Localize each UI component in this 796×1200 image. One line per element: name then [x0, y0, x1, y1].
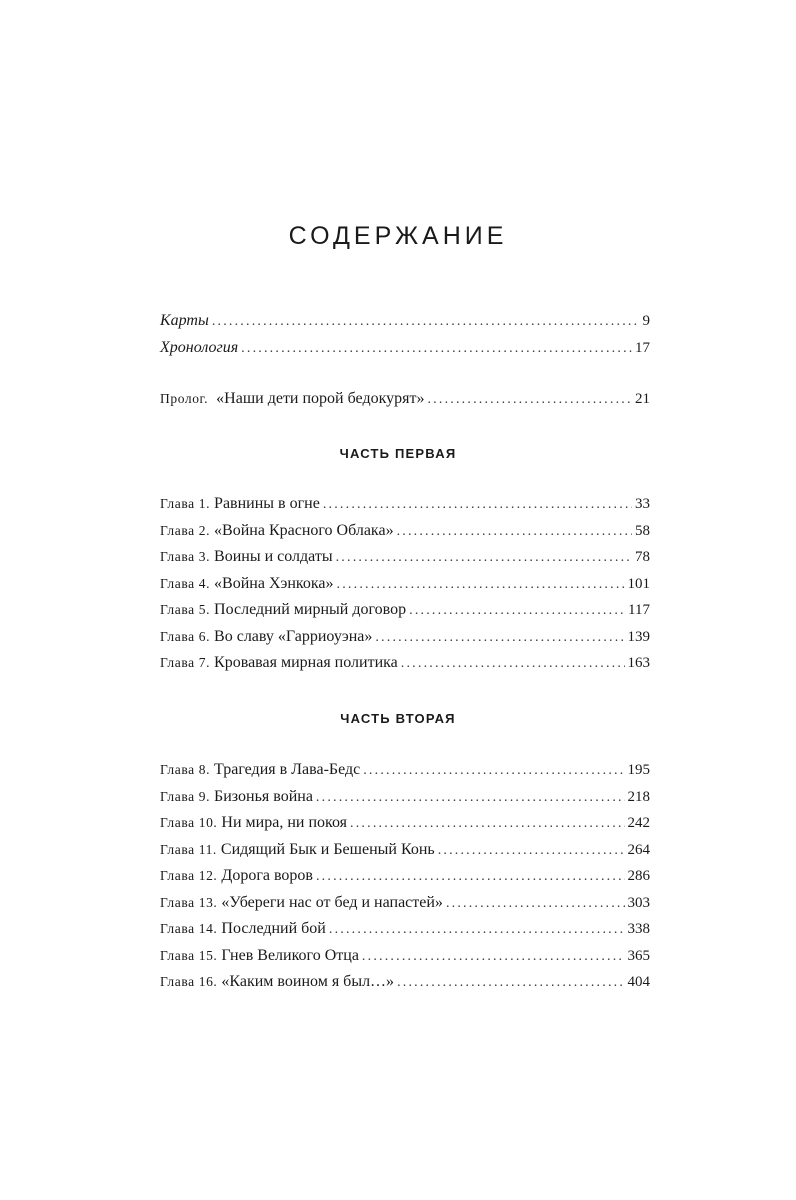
toc-page-number: 163 [627, 655, 650, 671]
toc-page-number: 365 [627, 947, 650, 964]
toc-entry-label [160, 575, 334, 593]
chapter-title: Кровавая мирная политика [214, 654, 398, 671]
chapter-number: 12. [198, 868, 218, 883]
toc-entry-chapter-15[interactable] [160, 947, 650, 974]
toc-entry-chronology[interactable] [160, 339, 650, 366]
toc-entry-label [160, 947, 359, 965]
dot-leader [446, 896, 625, 912]
toc-page-number: 242 [627, 815, 650, 831]
toc-page-number: 33 [635, 496, 650, 512]
toc-entry-chapter-3[interactable] [160, 548, 650, 575]
chapter-title: Воины и солдаты [214, 548, 333, 565]
toc-page-number: 78 [635, 549, 650, 565]
toc-entry-label [160, 390, 424, 408]
dot-leader [401, 656, 625, 672]
toc-entry-chapter-8[interactable] [160, 761, 650, 788]
part-one-chapter-list [160, 495, 650, 681]
toc-entry-chapter-11[interactable] [160, 841, 650, 868]
dot-leader [336, 550, 632, 566]
dot-leader [397, 524, 632, 540]
toc-entry-label: Карты [160, 312, 209, 329]
part-one-heading: ЧАСТЬ ПЕРВАЯ [339, 446, 457, 461]
chapter-title: Гнев Великого Отца [221, 946, 359, 964]
toc-entry-chapter-13[interactable] [160, 894, 650, 921]
dot-leader [409, 603, 625, 619]
toc-entry-label [160, 495, 320, 513]
chapter-number: 16. [198, 974, 218, 989]
chapter-title: Последний бой [221, 920, 326, 937]
toc-entry-chapter-16[interactable] [160, 973, 650, 1000]
toc-entry-chapter-9[interactable] [160, 788, 650, 815]
toc-entry-label [160, 814, 347, 832]
chapter-title: Равнины в огне [214, 495, 320, 512]
dot-leader [329, 922, 625, 938]
toc-entry-label [160, 920, 326, 938]
chapter-prefix: Глава [160, 894, 195, 910]
chapter-prefix: Глава [160, 496, 195, 511]
dot-leader [397, 975, 624, 991]
chapter-number: 4. [198, 575, 211, 591]
toc-entry-chapter-1[interactable] [160, 495, 650, 522]
toc-entry-chapter-12[interactable] [160, 867, 650, 894]
toc-page-number: 404 [627, 974, 650, 990]
toc-page-number: 117 [628, 602, 650, 618]
toc-page-number: 101 [627, 575, 650, 592]
toc-page-number: 139 [627, 628, 650, 645]
toc-entry-label [160, 788, 313, 806]
toc-page-number: 218 [627, 788, 650, 805]
chapter-title: «Война Хэнкока» [214, 574, 334, 592]
toc-entry-chapter-4[interactable] [160, 575, 650, 602]
chapter-number: 10. [198, 815, 218, 830]
chapter-title: Сидящий Бык и Бешеный Конь [220, 840, 435, 858]
toc-entry-label [160, 654, 398, 672]
dot-leader [337, 577, 625, 593]
chapter-number: 11. [198, 841, 217, 857]
chapter-title: Трагедия в Лава-Бедс [214, 761, 361, 778]
dot-leader [316, 869, 625, 885]
toc-page-number: 264 [627, 841, 650, 858]
toc-entry-chapter-14[interactable] [160, 920, 650, 947]
toc-entry-chapter-7[interactable] [160, 654, 650, 681]
chapter-title: «Убереги нас от бед и напастей» [221, 893, 443, 911]
toc-page-number: 338 [627, 921, 650, 937]
chapter-number: 7. [198, 655, 211, 670]
dot-leader [363, 763, 624, 779]
chapter-title: «Каким воином я был…» [221, 973, 395, 990]
chapter-prefix: Глава [160, 815, 195, 830]
toc-page-number: 286 [627, 868, 650, 884]
dot-leader [375, 630, 624, 646]
chapter-title: Ни мира, ни покоя [221, 814, 348, 831]
toc-entry-label [160, 601, 406, 619]
toc-entry-label [160, 548, 333, 566]
chapter-number: 9. [198, 788, 211, 804]
chapter-number: 2. [198, 522, 211, 538]
toc-entry-maps[interactable] [160, 312, 650, 339]
toc-entry-label [160, 894, 443, 912]
toc-entry-label [160, 973, 394, 991]
dot-leader [212, 314, 640, 330]
chapter-title: Последний мирный договор [214, 601, 407, 618]
chapter-prefix: Глава [160, 762, 195, 777]
chapter-prefix: Глава [160, 947, 195, 963]
toc-page-number: 21 [635, 391, 650, 407]
chapter-number: 8. [198, 762, 211, 777]
dot-leader [323, 497, 632, 513]
chapter-prefix: Глава [160, 974, 195, 989]
chapter-prefix: Глава [160, 921, 195, 936]
toc-page-number: 17 [635, 339, 650, 356]
toc-entry-label [160, 841, 435, 859]
page-title: СОДЕРЖАНИЕ [288, 222, 508, 250]
chapter-number: 5. [198, 602, 211, 617]
toc-title: «Наши дети порой бедокурят» [216, 390, 425, 407]
toc-entry-prologue[interactable] [160, 390, 650, 417]
chapter-prefix: Глава [160, 602, 195, 617]
toc-entry-label [160, 522, 394, 540]
part-two-heading: ЧАСТЬ ВТОРАЯ [340, 711, 456, 726]
front-matter-list [160, 312, 650, 365]
chapter-prefix: Глава [160, 841, 195, 857]
toc-entry-chapter-2[interactable] [160, 522, 650, 549]
toc-entry-chapter-6[interactable] [160, 628, 650, 655]
toc-prefix: Пролог. [160, 391, 209, 406]
chapter-title: Во славу «Гарриоуэна» [214, 627, 373, 645]
chapter-title: Бизонья война [214, 787, 313, 805]
toc-entry-label [160, 761, 360, 779]
chapter-prefix: Глава [160, 575, 195, 591]
chapter-number: 13. [198, 894, 218, 910]
dot-leader [362, 949, 625, 965]
chapter-title: «Война Красного Облака» [214, 521, 394, 539]
prologue-list [160, 390, 650, 417]
chapter-title: Дорога воров [221, 867, 313, 884]
dot-leader [350, 816, 624, 832]
toc-entry-label: Хронология [160, 338, 239, 356]
dot-leader [427, 392, 632, 408]
chapter-number: 15. [198, 947, 218, 963]
toc-page-number: 303 [627, 894, 650, 911]
toc-page-number: 195 [627, 762, 650, 778]
toc-entry-chapter-5[interactable] [160, 601, 650, 628]
toc-entry-label [160, 867, 313, 885]
chapter-number: 14. [198, 921, 218, 936]
dot-leader [241, 341, 632, 357]
toc-page-number: 9 [642, 313, 650, 329]
toc-page-number: 58 [635, 522, 650, 539]
chapter-number: 1. [198, 496, 211, 511]
chapter-number: 3. [198, 549, 211, 564]
chapter-prefix: Глава [160, 628, 195, 644]
chapter-number: 6. [198, 628, 211, 644]
chapter-prefix: Глава [160, 788, 195, 804]
chapter-prefix: Глава [160, 549, 195, 564]
toc-entry-chapter-10[interactable] [160, 814, 650, 841]
chapter-prefix: Глава [160, 522, 195, 538]
dot-leader [438, 843, 625, 859]
part-two-chapter-list [160, 761, 650, 1000]
chapter-prefix: Глава [160, 868, 195, 883]
dot-leader [316, 790, 625, 806]
chapter-prefix: Глава [160, 655, 195, 670]
toc-entry-label [160, 628, 372, 646]
